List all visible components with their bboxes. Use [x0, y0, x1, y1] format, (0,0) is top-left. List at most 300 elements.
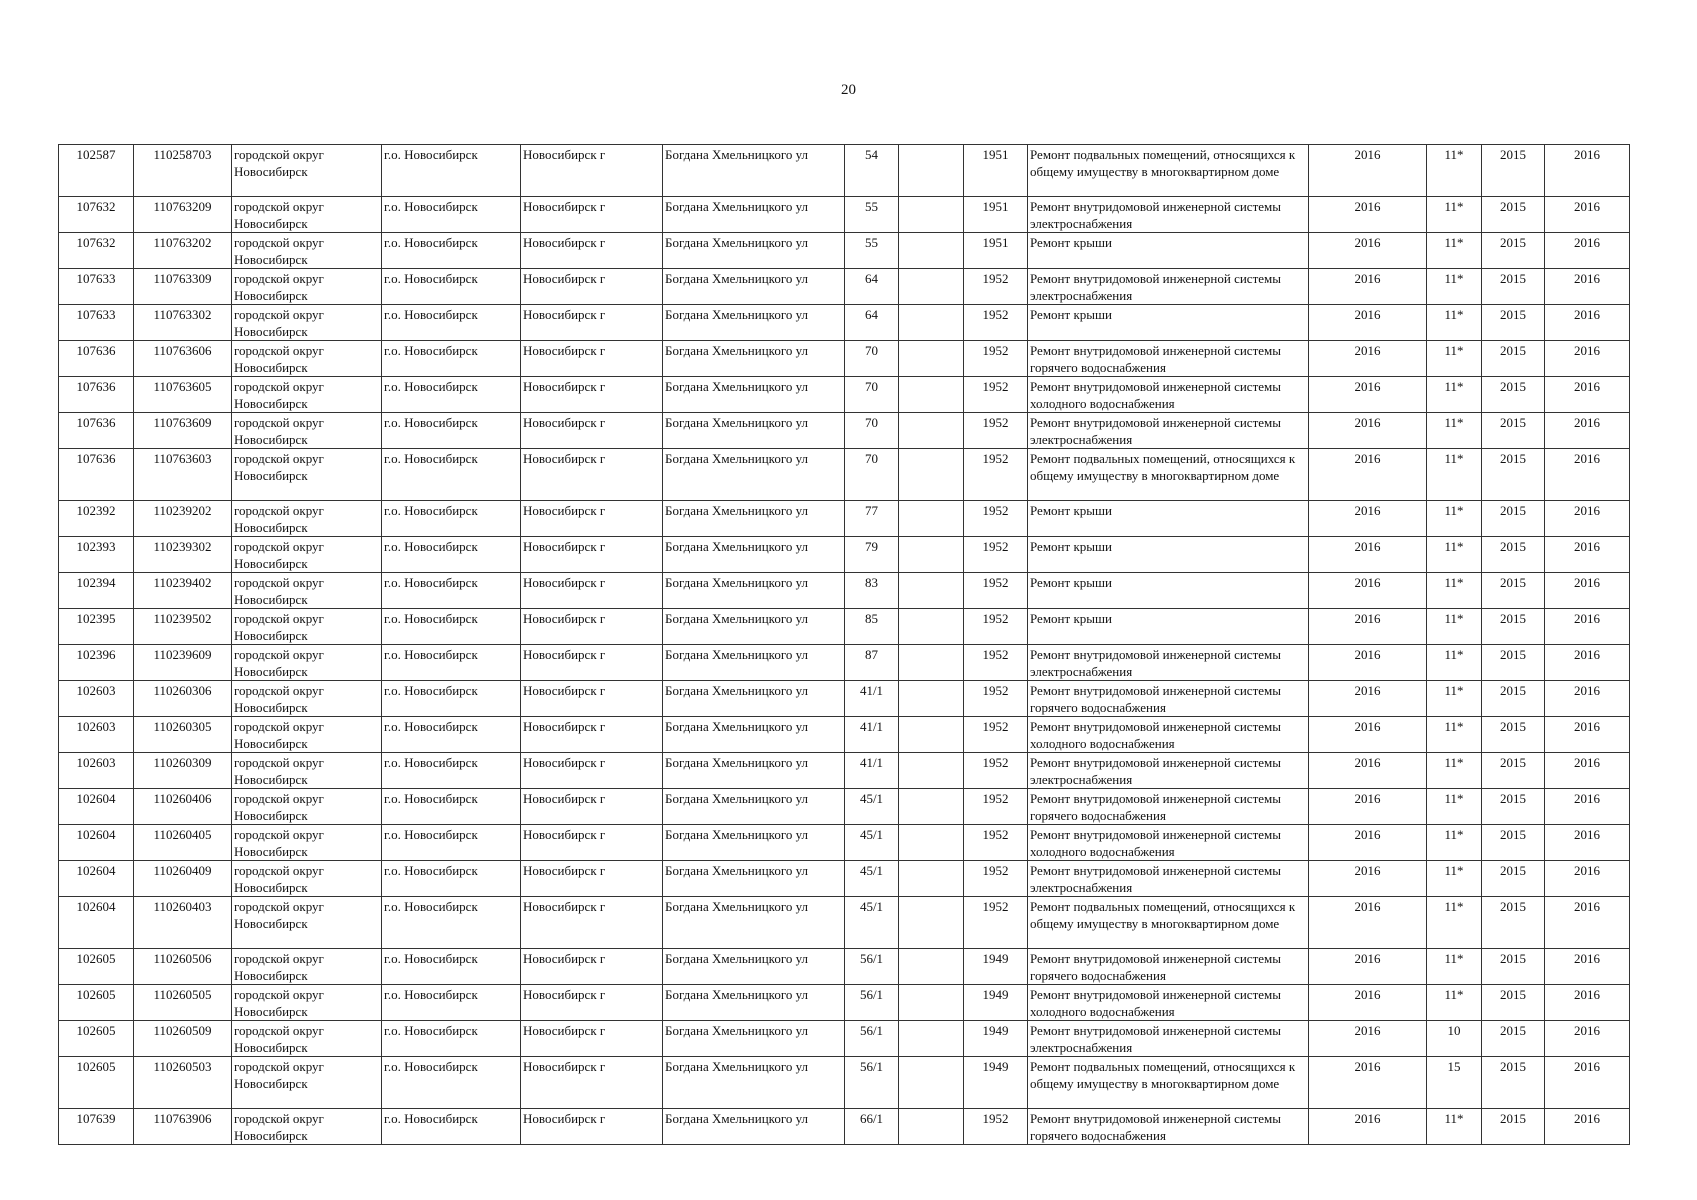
cell-work-id: 110763309	[134, 269, 232, 305]
table-row	[59, 145, 1630, 197]
cell-street: Богдана Хмельницкого ул	[663, 1021, 845, 1057]
cell-house-number: 85	[845, 609, 899, 645]
table-row	[59, 1057, 1630, 1109]
cell-locality: Новосибирск г	[521, 609, 663, 645]
cell-start-year: 2015	[1482, 1109, 1545, 1145]
cell-locality: Новосибирск г	[521, 449, 663, 501]
cell-building	[899, 269, 964, 305]
table-row	[59, 305, 1630, 341]
cell-district: г.о. Новосибирск	[382, 861, 521, 897]
cell-house-id: 102605	[59, 1021, 134, 1057]
cell-start-year: 2015	[1482, 609, 1545, 645]
cell-district: г.о. Новосибирск	[382, 197, 521, 233]
cell-build-year: 1952	[964, 501, 1028, 537]
cell-street: Богдана Хмельницкого ул	[663, 1057, 845, 1109]
cell-plan-year: 2016	[1309, 717, 1427, 753]
cell-house-id: 102604	[59, 897, 134, 949]
cell-street: Богдана Хмельницкого ул	[663, 305, 845, 341]
cell-building	[899, 897, 964, 949]
cell-plan-year: 2016	[1309, 753, 1427, 789]
cell-percent: 11*	[1427, 501, 1482, 537]
cell-street: Богдана Хмельницкого ул	[663, 985, 845, 1021]
cell-work-id: 110260503	[134, 1057, 232, 1109]
cell-end-year: 2016	[1545, 681, 1630, 717]
cell-house-number: 56/1	[845, 1057, 899, 1109]
cell-work-id: 110260406	[134, 789, 232, 825]
cell-district: г.о. Новосибирск	[382, 305, 521, 341]
cell-locality: Новосибирск г	[521, 717, 663, 753]
cell-district: г.о. Новосибирск	[382, 825, 521, 861]
cell-work-type: Ремонт внутридомовой инженерной системы электроснабжения	[1028, 197, 1309, 233]
cell-build-year: 1952	[964, 717, 1028, 753]
cell-house-number: 66/1	[845, 1109, 899, 1145]
cell-locality: Новосибирск г	[521, 645, 663, 681]
cell-municipality: городской округ Новосибирск	[232, 1109, 382, 1145]
cell-house-id: 102605	[59, 949, 134, 985]
cell-house-number: 64	[845, 305, 899, 341]
cell-municipality: городской округ Новосибирск	[232, 501, 382, 537]
cell-locality: Новосибирск г	[521, 825, 663, 861]
cell-end-year: 2016	[1545, 717, 1630, 753]
cell-house-id: 107632	[59, 197, 134, 233]
cell-house-number: 45/1	[845, 825, 899, 861]
table-row	[59, 269, 1630, 305]
cell-work-type: Ремонт подвальных помещений, относящихся к общему имуществу в многоквартирном доме	[1028, 145, 1309, 197]
cell-locality: Новосибирск г	[521, 1057, 663, 1109]
cell-end-year: 2016	[1545, 949, 1630, 985]
cell-plan-year: 2016	[1309, 985, 1427, 1021]
cell-plan-year: 2016	[1309, 645, 1427, 681]
cell-percent: 10	[1427, 1021, 1482, 1057]
cell-house-id: 102604	[59, 789, 134, 825]
cell-street: Богдана Хмельницкого ул	[663, 449, 845, 501]
cell-work-type: Ремонт крыши	[1028, 501, 1309, 537]
cell-work-id: 110260509	[134, 1021, 232, 1057]
cell-end-year: 2016	[1545, 501, 1630, 537]
cell-house-number: 55	[845, 233, 899, 269]
cell-house-number: 70	[845, 341, 899, 377]
cell-plan-year: 2016	[1309, 305, 1427, 341]
cell-end-year: 2016	[1545, 269, 1630, 305]
cell-house-id: 102587	[59, 145, 134, 197]
cell-house-number: 55	[845, 197, 899, 233]
cell-street: Богдана Хмельницкого ул	[663, 645, 845, 681]
cell-percent: 11*	[1427, 377, 1482, 413]
cell-build-year: 1952	[964, 269, 1028, 305]
cell-municipality: городской округ Новосибирск	[232, 145, 382, 197]
cell-build-year: 1951	[964, 145, 1028, 197]
cell-building	[899, 197, 964, 233]
cell-house-number: 45/1	[845, 789, 899, 825]
cell-district: г.о. Новосибирск	[382, 985, 521, 1021]
cell-house-number: 45/1	[845, 861, 899, 897]
cell-street: Богдана Хмельницкого ул	[663, 949, 845, 985]
cell-work-id: 110239402	[134, 573, 232, 609]
cell-work-id: 110763302	[134, 305, 232, 341]
table-row	[59, 681, 1630, 717]
cell-district: г.о. Новосибирск	[382, 1021, 521, 1057]
cell-plan-year: 2016	[1309, 1021, 1427, 1057]
cell-building	[899, 449, 964, 501]
cell-municipality: городской округ Новосибирск	[232, 197, 382, 233]
cell-house-id: 102603	[59, 681, 134, 717]
cell-municipality: городской округ Новосибирск	[232, 681, 382, 717]
cell-plan-year: 2016	[1309, 145, 1427, 197]
cell-work-type: Ремонт крыши	[1028, 609, 1309, 645]
cell-building	[899, 1109, 964, 1145]
cell-work-id: 110260505	[134, 985, 232, 1021]
cell-locality: Новосибирск г	[521, 501, 663, 537]
cell-plan-year: 2016	[1309, 501, 1427, 537]
cell-build-year: 1949	[964, 1021, 1028, 1057]
cell-house-number: 70	[845, 449, 899, 501]
cell-building	[899, 501, 964, 537]
cell-house-number: 45/1	[845, 897, 899, 949]
cell-building	[899, 789, 964, 825]
cell-plan-year: 2016	[1309, 861, 1427, 897]
cell-percent: 11*	[1427, 449, 1482, 501]
cell-building	[899, 717, 964, 753]
cell-end-year: 2016	[1545, 1109, 1630, 1145]
cell-percent: 11*	[1427, 681, 1482, 717]
cell-percent: 11*	[1427, 897, 1482, 949]
cell-percent: 11*	[1427, 789, 1482, 825]
cell-locality: Новосибирск г	[521, 861, 663, 897]
cell-percent: 11*	[1427, 269, 1482, 305]
cell-work-id: 110239609	[134, 645, 232, 681]
cell-locality: Новосибирск г	[521, 753, 663, 789]
cell-plan-year: 2016	[1309, 537, 1427, 573]
cell-start-year: 2015	[1482, 753, 1545, 789]
cell-work-id: 110260403	[134, 897, 232, 949]
cell-plan-year: 2016	[1309, 949, 1427, 985]
cell-work-type: Ремонт внутридомовой инженерной системы горячего водоснабжения	[1028, 1109, 1309, 1145]
cell-end-year: 2016	[1545, 197, 1630, 233]
cell-start-year: 2015	[1482, 681, 1545, 717]
cell-start-year: 2015	[1482, 573, 1545, 609]
cell-work-id: 110260309	[134, 753, 232, 789]
cell-work-type: Ремонт внутридомовой инженерной системы электроснабжения	[1028, 269, 1309, 305]
cell-plan-year: 2016	[1309, 197, 1427, 233]
cell-start-year: 2015	[1482, 949, 1545, 985]
cell-house-number: 41/1	[845, 717, 899, 753]
cell-work-id: 110260409	[134, 861, 232, 897]
cell-percent: 11*	[1427, 305, 1482, 341]
cell-plan-year: 2016	[1309, 449, 1427, 501]
cell-municipality: городской округ Новосибирск	[232, 269, 382, 305]
cell-end-year: 2016	[1545, 1057, 1630, 1109]
table-row	[59, 949, 1630, 985]
table-row	[59, 753, 1630, 789]
cell-build-year: 1952	[964, 645, 1028, 681]
cell-build-year: 1952	[964, 449, 1028, 501]
cell-end-year: 2016	[1545, 789, 1630, 825]
cell-work-id: 110239502	[134, 609, 232, 645]
cell-municipality: городской округ Новосибирск	[232, 609, 382, 645]
cell-house-id: 102393	[59, 537, 134, 573]
cell-street: Богдана Хмельницкого ул	[663, 825, 845, 861]
cell-building	[899, 609, 964, 645]
cell-locality: Новосибирск г	[521, 145, 663, 197]
cell-locality: Новосибирск г	[521, 573, 663, 609]
cell-house-id: 107633	[59, 305, 134, 341]
cell-percent: 11*	[1427, 645, 1482, 681]
cell-start-year: 2015	[1482, 145, 1545, 197]
cell-work-type: Ремонт внутридомовой инженерной системы горячего водоснабжения	[1028, 789, 1309, 825]
cell-percent: 11*	[1427, 861, 1482, 897]
cell-work-type: Ремонт внутридомовой инженерной системы холодного водоснабжения	[1028, 825, 1309, 861]
cell-work-id: 110260506	[134, 949, 232, 985]
cell-start-year: 2015	[1482, 897, 1545, 949]
page-number: 20	[841, 82, 856, 98]
cell-work-type: Ремонт крыши	[1028, 573, 1309, 609]
cell-build-year: 1949	[964, 949, 1028, 985]
cell-district: г.о. Новосибирск	[382, 449, 521, 501]
cell-municipality: городской округ Новосибирск	[232, 985, 382, 1021]
cell-municipality: городской округ Новосибирск	[232, 753, 382, 789]
cell-house-id: 107636	[59, 341, 134, 377]
cell-house-id: 102396	[59, 645, 134, 681]
cell-end-year: 2016	[1545, 537, 1630, 573]
cell-plan-year: 2016	[1309, 825, 1427, 861]
cell-work-id: 110260305	[134, 717, 232, 753]
cell-locality: Новосибирск г	[521, 233, 663, 269]
cell-work-type: Ремонт внутридомовой инженерной системы холодного водоснабжения	[1028, 377, 1309, 413]
cell-building	[899, 573, 964, 609]
cell-locality: Новосибирск г	[521, 305, 663, 341]
cell-work-type: Ремонт внутридомовой инженерной системы электроснабжения	[1028, 753, 1309, 789]
cell-work-type: Ремонт внутридомовой инженерной системы электроснабжения	[1028, 1021, 1309, 1057]
cell-work-type: Ремонт внутридомовой инженерной системы горячего водоснабжения	[1028, 341, 1309, 377]
cell-percent: 11*	[1427, 1109, 1482, 1145]
cell-build-year: 1949	[964, 985, 1028, 1021]
cell-district: г.о. Новосибирск	[382, 1057, 521, 1109]
cell-work-type: Ремонт внутридомовой инженерной системы горячего водоснабжения	[1028, 949, 1309, 985]
cell-plan-year: 2016	[1309, 341, 1427, 377]
cell-district: г.о. Новосибирск	[382, 897, 521, 949]
cell-percent: 11*	[1427, 609, 1482, 645]
cell-house-number: 70	[845, 413, 899, 449]
cell-street: Богдана Хмельницкого ул	[663, 269, 845, 305]
cell-end-year: 2016	[1545, 145, 1630, 197]
cell-building	[899, 861, 964, 897]
table-row	[59, 789, 1630, 825]
cell-house-number: 87	[845, 645, 899, 681]
cell-municipality: городской округ Новосибирск	[232, 825, 382, 861]
table-row	[59, 1021, 1630, 1057]
cell-end-year: 2016	[1545, 305, 1630, 341]
cell-start-year: 2015	[1482, 501, 1545, 537]
cell-work-type: Ремонт крыши	[1028, 305, 1309, 341]
cell-street: Богдана Хмельницкого ул	[663, 1109, 845, 1145]
cell-house-id: 107639	[59, 1109, 134, 1145]
cell-work-type: Ремонт подвальных помещений, относящихся к общему имуществу в многоквартирном доме	[1028, 449, 1309, 501]
cell-municipality: городской округ Новосибирск	[232, 341, 382, 377]
cell-house-id: 107636	[59, 413, 134, 449]
cell-locality: Новосибирск г	[521, 681, 663, 717]
cell-end-year: 2016	[1545, 449, 1630, 501]
cell-start-year: 2015	[1482, 861, 1545, 897]
cell-district: г.о. Новосибирск	[382, 341, 521, 377]
cell-build-year: 1952	[964, 825, 1028, 861]
cell-work-type: Ремонт крыши	[1028, 537, 1309, 573]
cell-house-number: 56/1	[845, 985, 899, 1021]
cell-municipality: городской округ Новосибирск	[232, 573, 382, 609]
cell-start-year: 2015	[1482, 413, 1545, 449]
cell-building	[899, 1021, 964, 1057]
cell-start-year: 2015	[1482, 717, 1545, 753]
cell-end-year: 2016	[1545, 645, 1630, 681]
cell-build-year: 1952	[964, 681, 1028, 717]
cell-building	[899, 645, 964, 681]
cell-build-year: 1952	[964, 341, 1028, 377]
cell-plan-year: 2016	[1309, 789, 1427, 825]
cell-work-id: 110239302	[134, 537, 232, 573]
cell-percent: 11*	[1427, 949, 1482, 985]
cell-end-year: 2016	[1545, 1021, 1630, 1057]
cell-plan-year: 2016	[1309, 1057, 1427, 1109]
table-row	[59, 645, 1630, 681]
cell-street: Богдана Хмельницкого ул	[663, 377, 845, 413]
cell-plan-year: 2016	[1309, 609, 1427, 645]
cell-locality: Новосибирск г	[521, 269, 663, 305]
cell-street: Богдана Хмельницкого ул	[663, 609, 845, 645]
cell-work-id: 110763906	[134, 1109, 232, 1145]
table-body	[59, 145, 1630, 1145]
cell-start-year: 2015	[1482, 537, 1545, 573]
table-row	[59, 897, 1630, 949]
cell-start-year: 2015	[1482, 449, 1545, 501]
cell-district: г.о. Новосибирск	[382, 537, 521, 573]
cell-house-number: 70	[845, 377, 899, 413]
cell-municipality: городской округ Новосибирск	[232, 449, 382, 501]
cell-district: г.о. Новосибирск	[382, 645, 521, 681]
cell-work-id: 110258703	[134, 145, 232, 197]
cell-municipality: городской округ Новосибирск	[232, 949, 382, 985]
cell-district: г.о. Новосибирск	[382, 717, 521, 753]
cell-street: Богдана Хмельницкого ул	[663, 861, 845, 897]
table-row	[59, 717, 1630, 753]
cell-house-id: 102604	[59, 825, 134, 861]
cell-municipality: городской округ Новосибирск	[232, 305, 382, 341]
cell-building	[899, 233, 964, 269]
cell-house-number: 77	[845, 501, 899, 537]
cell-work-id: 110763209	[134, 197, 232, 233]
cell-municipality: городской округ Новосибирск	[232, 233, 382, 269]
cell-build-year: 1952	[964, 573, 1028, 609]
cell-plan-year: 2016	[1309, 233, 1427, 269]
cell-street: Богдана Хмельницкого ул	[663, 897, 845, 949]
cell-street: Богдана Хмельницкого ул	[663, 537, 845, 573]
cell-end-year: 2016	[1545, 573, 1630, 609]
table-row	[59, 413, 1630, 449]
cell-work-type: Ремонт внутридомовой инженерной системы холодного водоснабжения	[1028, 985, 1309, 1021]
cell-work-type: Ремонт подвальных помещений, относящихся к общему имуществу в многоквартирном доме	[1028, 897, 1309, 949]
cell-street: Богдана Хмельницкого ул	[663, 197, 845, 233]
cell-locality: Новосибирск г	[521, 789, 663, 825]
cell-street: Богдана Хмельницкого ул	[663, 341, 845, 377]
cell-district: г.о. Новосибирск	[382, 413, 521, 449]
cell-locality: Новосибирск г	[521, 341, 663, 377]
cell-district: г.о. Новосибирск	[382, 573, 521, 609]
cell-building	[899, 985, 964, 1021]
cell-house-id: 107633	[59, 269, 134, 305]
cell-build-year: 1952	[964, 789, 1028, 825]
cell-percent: 11*	[1427, 753, 1482, 789]
cell-work-id: 110763603	[134, 449, 232, 501]
cell-start-year: 2015	[1482, 305, 1545, 341]
cell-house-id: 102394	[59, 573, 134, 609]
cell-district: г.о. Новосибирск	[382, 949, 521, 985]
capital-repair-table	[58, 144, 1630, 1145]
cell-house-id: 102604	[59, 861, 134, 897]
cell-work-type: Ремонт внутридомовой инженерной системы холодного водоснабжения	[1028, 717, 1309, 753]
cell-build-year: 1952	[964, 413, 1028, 449]
cell-house-id: 107632	[59, 233, 134, 269]
cell-work-type: Ремонт подвальных помещений, относящихся к общему имуществу в многоквартирном доме	[1028, 1057, 1309, 1109]
cell-plan-year: 2016	[1309, 413, 1427, 449]
cell-municipality: городской округ Новосибирск	[232, 377, 382, 413]
cell-work-id: 110763605	[134, 377, 232, 413]
cell-house-id: 102605	[59, 985, 134, 1021]
cell-house-id: 107636	[59, 449, 134, 501]
cell-building	[899, 341, 964, 377]
cell-build-year: 1952	[964, 897, 1028, 949]
table-row	[59, 573, 1630, 609]
cell-house-number: 56/1	[845, 949, 899, 985]
cell-build-year: 1949	[964, 1057, 1028, 1109]
cell-building	[899, 825, 964, 861]
cell-work-id: 110763606	[134, 341, 232, 377]
cell-build-year: 1951	[964, 197, 1028, 233]
cell-build-year: 1952	[964, 1109, 1028, 1145]
cell-plan-year: 2016	[1309, 1109, 1427, 1145]
cell-work-id: 110763202	[134, 233, 232, 269]
cell-build-year: 1952	[964, 537, 1028, 573]
cell-end-year: 2016	[1545, 341, 1630, 377]
cell-district: г.о. Новосибирск	[382, 1109, 521, 1145]
cell-street: Богдана Хмельницкого ул	[663, 573, 845, 609]
cell-start-year: 2015	[1482, 233, 1545, 269]
cell-municipality: городской округ Новосибирск	[232, 1057, 382, 1109]
cell-plan-year: 2016	[1309, 897, 1427, 949]
table-row	[59, 609, 1630, 645]
cell-work-type: Ремонт внутридомовой инженерной системы горячего водоснабжения	[1028, 681, 1309, 717]
cell-percent: 15	[1427, 1057, 1482, 1109]
cell-house-id: 102395	[59, 609, 134, 645]
cell-building	[899, 681, 964, 717]
cell-street: Богдана Хмельницкого ул	[663, 145, 845, 197]
cell-percent: 11*	[1427, 985, 1482, 1021]
cell-build-year: 1952	[964, 753, 1028, 789]
cell-building	[899, 753, 964, 789]
cell-end-year: 2016	[1545, 233, 1630, 269]
cell-house-number: 54	[845, 145, 899, 197]
cell-municipality: городской округ Новосибирск	[232, 897, 382, 949]
cell-percent: 11*	[1427, 717, 1482, 753]
cell-build-year: 1952	[964, 305, 1028, 341]
cell-municipality: городской округ Новосибирск	[232, 1021, 382, 1057]
cell-building	[899, 537, 964, 573]
table-row	[59, 377, 1630, 413]
cell-work-id: 110239202	[134, 501, 232, 537]
cell-start-year: 2015	[1482, 1057, 1545, 1109]
cell-municipality: городской округ Новосибирск	[232, 413, 382, 449]
cell-plan-year: 2016	[1309, 573, 1427, 609]
cell-district: г.о. Новосибирск	[382, 233, 521, 269]
cell-build-year: 1952	[964, 861, 1028, 897]
cell-district: г.о. Новосибирск	[382, 789, 521, 825]
